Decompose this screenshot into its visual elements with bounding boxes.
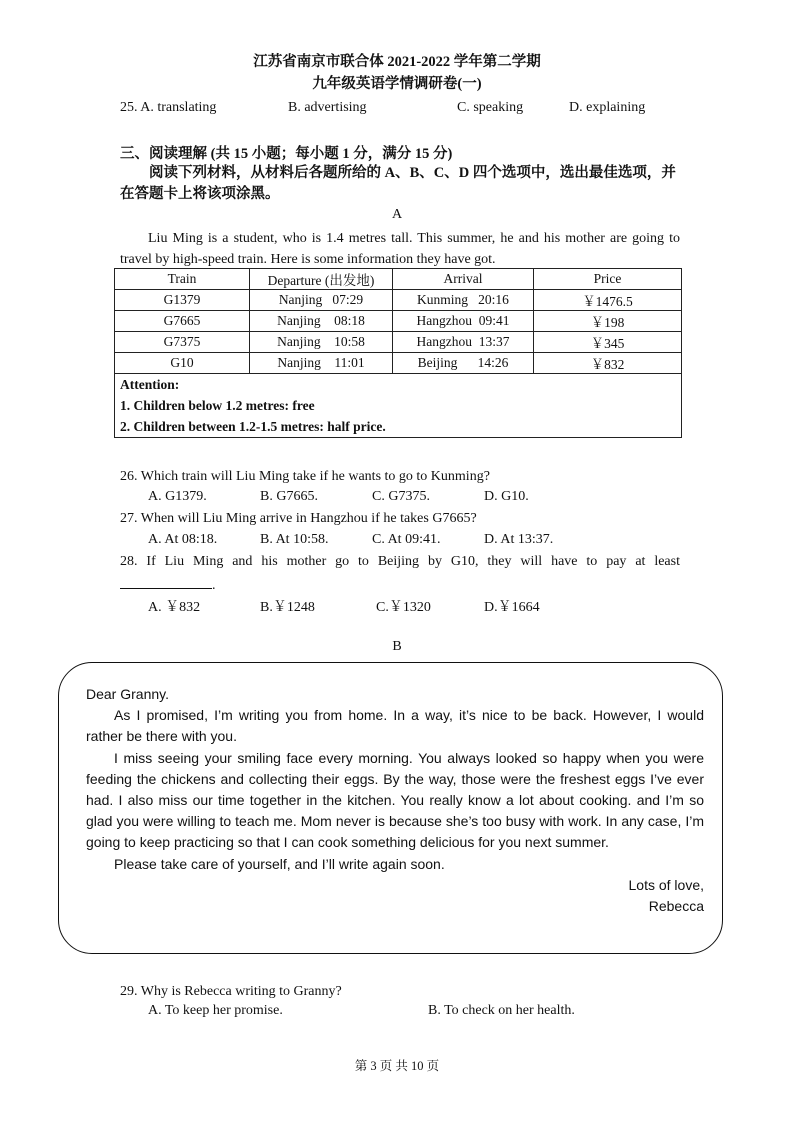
passage-b-label: B	[392, 639, 402, 654]
table-header-cell: Departure (出发地)	[250, 269, 393, 290]
table-cell: ￥832	[534, 353, 682, 374]
table-cell: Kunming 20:16	[393, 290, 534, 311]
page-number: 第 3 页 共 10 页	[354, 1059, 440, 1073]
table-cell: Nanjing 08:18	[250, 311, 393, 332]
table-row	[115, 311, 682, 332]
table-header-cell: Train	[115, 269, 250, 290]
q25-option-a[interactable]: 25. A. translating	[120, 100, 217, 115]
q25-option-b[interactable]: B. advertising	[288, 100, 367, 115]
table-cell: Hangzhou 09:41	[393, 311, 534, 332]
q29-option-a[interactable]: A. To keep her promise.	[148, 1003, 283, 1018]
q26-option-c[interactable]: C. G7375.	[372, 489, 430, 504]
attention-cell	[115, 374, 682, 438]
q26-option-d[interactable]: D. G10.	[484, 489, 529, 504]
q27-option-d[interactable]: D. At 13:37.	[484, 532, 554, 547]
table-cell: Hangzhou 13:37	[393, 332, 534, 353]
q26-option-b[interactable]: B. G7665.	[260, 489, 318, 504]
table-cell: G7665	[115, 311, 250, 332]
q27-option-c[interactable]: C. At 09:41.	[372, 532, 441, 547]
table-header-cell: Arrival	[393, 269, 534, 290]
letter-closing: Lots of love,	[628, 876, 704, 893]
table-row	[115, 353, 682, 374]
q26-option-a[interactable]: A. G1379.	[148, 489, 207, 504]
header-line-2: 九年级英语学情调研卷(一)	[312, 76, 482, 92]
attention-row	[115, 374, 682, 438]
header-line-1: 江苏省南京市联合体 2021-2022 学年第二学期	[253, 54, 541, 70]
q29-option-b[interactable]: B. To check on her health.	[428, 1003, 575, 1018]
train-table	[114, 268, 682, 438]
q27-option-b[interactable]: B. At 10:58.	[260, 532, 329, 547]
q25-option-c[interactable]: C. speaking	[457, 100, 524, 115]
table-cell: G1379	[115, 290, 250, 311]
q27-stem: 27. When will Liu Ming arrive in Hangzhou if he takes G7665?	[120, 511, 477, 526]
table-cell: Nanjing 10:58	[250, 332, 393, 353]
table-cell: Nanjing 07:29	[250, 290, 393, 311]
passage-a-label: A	[391, 207, 403, 222]
table-cell: ￥345	[534, 332, 682, 353]
letter	[86, 684, 704, 917]
table-cell: Nanjing 11:01	[250, 353, 393, 374]
letter-greeting: Dear Granny.	[86, 686, 169, 702]
answer-blank[interactable]	[120, 574, 212, 589]
section-title: 三、阅读理解 (共 15 小题；每小题 1 分，满分 15 分)	[120, 146, 453, 162]
q28-option-a[interactable]: A. ￥832	[148, 600, 201, 615]
q29-stem: 29. Why is Rebecca writing to Granny?	[120, 984, 342, 999]
table-cell: G7375	[115, 332, 250, 353]
q28-stem-end: .	[212, 578, 216, 593]
q26-stem: 26. Which train will Liu Ming take if he wants to go to Kunming?	[120, 469, 490, 484]
table-row	[115, 332, 682, 353]
attention-title: Attention:	[120, 377, 180, 392]
table-cell: Beijing 14:26	[393, 353, 534, 374]
table-cell: ￥1476.5	[534, 290, 682, 311]
exam-header	[0, 51, 794, 95]
section-instruction: 阅读下列材料，从材料后各题所给的 A、B、C、D 四个选项中，选出最佳选项，并在答题卡上将该项涂黑。	[120, 165, 676, 202]
table-header-row	[115, 269, 682, 290]
letter-signature: Rebecca	[648, 898, 704, 915]
table-header-cell: Price	[534, 269, 682, 290]
q28-blank-line	[120, 574, 216, 596]
q28-option-b[interactable]: B.￥1248	[260, 600, 315, 615]
table-cell: ￥198	[534, 311, 682, 332]
q25-option-d[interactable]: D. explaining	[569, 100, 646, 115]
letter-paragraph: As I promised, I’m writing you from home. In a way, it’s nice to be back. However, I would rather be there with you.	[86, 707, 704, 745]
attention-rule-1: 1. Children below 1.2 metres: free	[120, 398, 315, 413]
attention-rule-2: 2. Children between 1.2-1.5 metres: half price.	[120, 419, 386, 434]
q28-option-c[interactable]: C.￥1320	[376, 600, 431, 615]
table-row	[115, 290, 682, 311]
q28-stem: 28. If Liu Ming and his mother go to Beijing by G10, they will have to pay at least	[120, 554, 680, 569]
q27-option-a[interactable]: A. At 08:18.	[148, 532, 218, 547]
table-cell: G10	[115, 353, 250, 374]
letter-paragraph: I miss seeing your smiling face every morning. You always looked so happy when you were feeding the chickens and collecting their eggs. By the way, those were the freshest eggs I’ve ever had. I also miss our time together in the kitchen. You really know a lot about cooking. and I’m so glad you were willing to teach me. Mom never is because she’s too busy with work. In any case, I’m going to keep practicing so that I can cook something delicious for you next summer.	[86, 749, 704, 851]
q28-option-d[interactable]: D.￥1664	[484, 600, 540, 615]
passage-a-intro: Liu Ming is a student, who is 1.4 metres tall. This summer, he and his mother are going to travel by high-speed train. Here is some information they have got.	[120, 231, 680, 267]
letter-paragraph: Please take care of yourself, and I’ll write again soon.	[114, 855, 445, 872]
